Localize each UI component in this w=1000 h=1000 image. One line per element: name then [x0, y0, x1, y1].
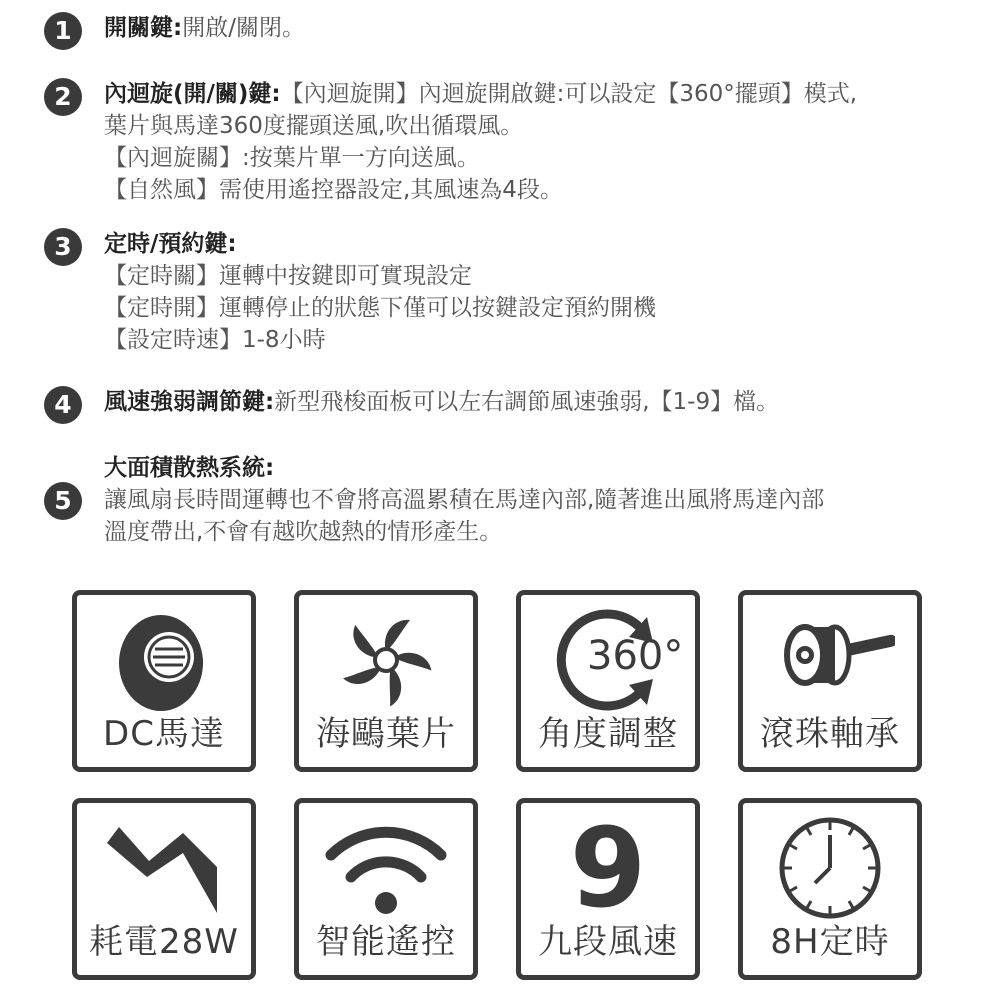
feature-number: 3 — [44, 228, 82, 266]
feature-desc: 新型飛梭面板可以左右調節風速強弱,【1-9】檔。 — [274, 389, 780, 415]
wifi-icon — [321, 813, 451, 923]
feature-desc: 【內迴旋關】:按葉片單一方向送風。 — [104, 145, 480, 171]
feature-card-nine-speeds — [516, 798, 700, 980]
feature-desc: 【內迴旋開】內迴旋開啟鍵:可以設定【360°擺頭】模式, — [280, 81, 858, 107]
feature-title: 大面積散熱系統: — [104, 455, 275, 481]
feature-desc: 【定時關】運轉中按鍵即可實現設定 — [104, 263, 472, 289]
feature-card-fan-blade — [294, 590, 478, 772]
feature-card-power — [72, 798, 256, 980]
card-label: 角度調整 — [538, 714, 678, 754]
feature-desc: 【定時開】運轉停止的狀態下僅可以按鍵設定預約開機 — [104, 295, 656, 321]
nine-icon — [543, 804, 673, 932]
feature-desc: 【自然風】需使用遙控器設定,其風速為4段。 — [104, 177, 563, 203]
feature-card-ball-bearing — [738, 590, 922, 772]
feature-number: 2 — [44, 78, 82, 116]
feature-text — [104, 78, 944, 206]
rotate-360-text: 360° — [587, 633, 684, 679]
clock-icon — [765, 813, 895, 923]
fan-blade-icon — [321, 605, 451, 715]
bearing-icon — [765, 605, 895, 715]
feature-desc: 【設定時速】1-8小時 — [104, 327, 326, 353]
feature-title: 開關鍵: — [104, 15, 183, 41]
feature-5 — [44, 452, 944, 548]
card-label: 海鷗葉片 — [316, 714, 456, 754]
feature-desc: 溫度帶出,不會有越吹越熱的情形產生。 — [104, 519, 503, 545]
feature-text — [104, 12, 944, 44]
feature-text — [104, 452, 944, 548]
nine-icon-text: 9 — [569, 804, 647, 932]
feature-4 — [44, 386, 944, 418]
feature-text — [104, 228, 944, 356]
lightning-icon — [99, 813, 229, 923]
feature-2 — [44, 78, 944, 206]
motor-icon — [99, 605, 229, 715]
feature-1 — [44, 12, 944, 44]
card-label: DC馬達 — [103, 714, 225, 754]
feature-title: 定時/預約鍵: — [104, 231, 237, 257]
feature-card-dc-motor — [72, 590, 256, 772]
feature-title: 風速強弱調節鍵: — [104, 389, 275, 415]
feature-desc: 葉片與馬達360度擺頭送風,吹出循環風。 — [104, 113, 524, 139]
feature-desc: 開啟/關閉。 — [182, 15, 305, 41]
card-label: 九段風速 — [538, 922, 678, 962]
feature-3 — [44, 228, 944, 356]
feature-desc: 讓風扇長時間運轉也不會將高溫累積在馬達內部,隨著進出風將馬達內部 — [104, 487, 825, 513]
feature-number: 5 — [44, 482, 82, 520]
feature-number: 4 — [44, 386, 82, 424]
card-label: 智能遙控 — [316, 922, 456, 962]
feature-card-smart-remote — [294, 798, 478, 980]
card-label: 滾珠軸承 — [760, 714, 900, 754]
feature-card-8h-timer — [738, 798, 922, 980]
card-label: 8H定時 — [770, 922, 890, 962]
feature-text — [104, 386, 944, 418]
feature-title: 內迴旋(開/關)鍵: — [104, 81, 281, 107]
card-label: 耗電28W — [89, 922, 239, 962]
feature-number: 1 — [44, 12, 82, 50]
feature-card-angle-adjust — [516, 590, 700, 772]
